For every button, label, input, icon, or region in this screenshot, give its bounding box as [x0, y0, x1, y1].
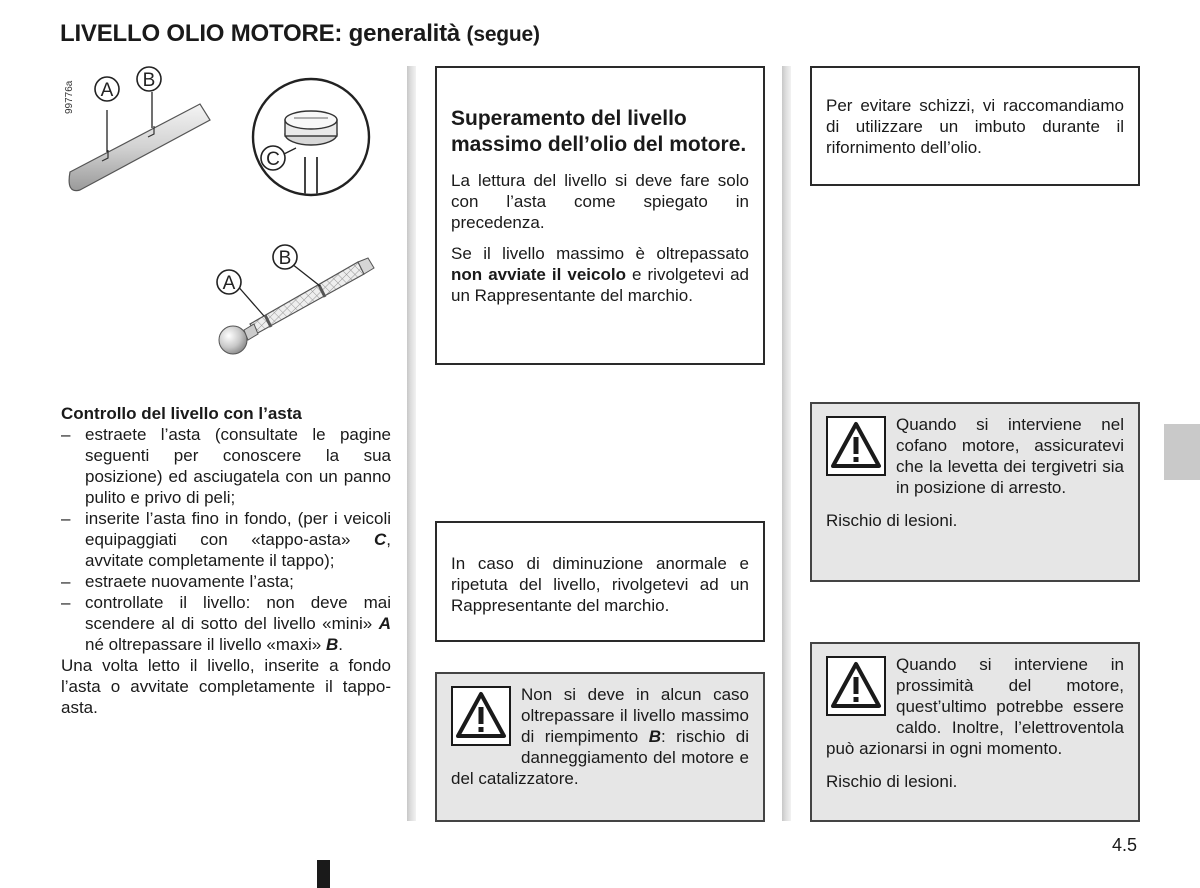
decrease-text: In caso di diminuzione anormale e ripetuta del livello, rivolgetevi ad un Rappresentante del marchio. — [451, 554, 749, 615]
step-text: inserite l’asta fino in fondo, (per i veicoli equipaggiati con «tappo-asta» — [85, 509, 391, 549]
warning-text-part: Non si deve in alcun caso oltrepassare il livello massimo di riempimento — [521, 685, 749, 746]
overfill-title: Superamento del livello massimo dell’olio del motore. — [451, 107, 747, 156]
funnel-advice-box — [810, 66, 1140, 186]
risk-text: Rischio di lesioni. — [826, 511, 958, 530]
ref-letter: C — [373, 530, 387, 549]
step-text: , avvitate completamente il tappo); — [85, 530, 391, 570]
overfill-box — [435, 66, 765, 365]
section-tab-marker — [1164, 424, 1200, 480]
figure-reference-code: 99776a — [64, 80, 75, 114]
warning-text-part: : rischio di danneggiamento del motore e del catalizzatore. — [451, 727, 749, 788]
label-a-bottom: A — [222, 273, 236, 294]
warning-text: Quando si interviene in prossimità del motore, quest’ultimo potrebbe essere caldo. Inoltre, l’elettroventola può azionarsi in ogni momento. — [826, 655, 1124, 758]
step-item — [61, 424, 391, 508]
step-text: estraete l’asta (consultate le pagine seguenti per conoscere la sua posizione) ed asciugatela con un panno pulito e privo di peli; — [85, 425, 391, 507]
warning-box-max-level — [435, 672, 765, 822]
warning-triangle-icon — [826, 656, 886, 716]
overfill-paragraph — [451, 243, 749, 306]
page-title — [60, 20, 540, 48]
label-b-top: B — [142, 70, 156, 91]
ref-letter: B — [648, 727, 661, 746]
check-steps-list — [61, 424, 391, 655]
step-item — [61, 508, 391, 571]
closing-paragraph: Una volta letto il livello, inserite a fondo l’asta o avvitate completamente il tappo-asta. — [61, 656, 391, 717]
page-number: 4.5 — [1112, 835, 1138, 855]
ref-letter: B — [325, 635, 339, 654]
dipstick-blade — [69, 67, 210, 191]
warning-triangle-icon — [451, 686, 511, 746]
risk-text: Rischio di lesioni. — [826, 772, 958, 791]
warning-box-hot-engine — [810, 642, 1140, 822]
dipstick-tube — [217, 245, 374, 354]
column-divider — [782, 66, 791, 821]
step-text: . — [338, 635, 343, 654]
overfill-paragraph: La lettura del livello si deve fare solo con l’asta come spiegato in precedenza. — [451, 171, 749, 232]
dipstick-illustration — [58, 62, 398, 392]
warning-text: Quando si interviene nel cofano motore, assicuratevi che la levetta dei tergivetri sia in posizione di arresto. — [896, 415, 1124, 497]
page-title-sub: (segue) — [466, 23, 540, 46]
dipstick-cap-detail — [253, 79, 369, 195]
print-crop-mark — [317, 860, 330, 888]
overfill-text: e rivolgetevi ad un Rappresentante del marchio. — [451, 265, 749, 305]
page-title-main: LIVELLO OLIO MOTORE: generalità — [60, 20, 461, 47]
decrease-box — [435, 521, 765, 642]
step-text: né oltrepassare il livello «maxi» — [85, 635, 326, 654]
label-a-top: A — [100, 80, 114, 101]
step-text: controllate il livello: non deve mai scendere al di sotto del livello «mini» — [85, 593, 391, 633]
label-c: C — [266, 149, 280, 170]
step-item — [61, 592, 391, 655]
dipstick-check-section — [61, 403, 391, 718]
step-text: estraete nuovamente l’asta; — [85, 572, 294, 591]
column-divider — [407, 66, 416, 821]
funnel-text: Per evitare schizzi, vi raccomandiamo di utilizzare un imbuto durante il rifornimento dell’olio. — [826, 96, 1124, 157]
warning-triangle-icon — [826, 416, 886, 476]
overfill-emphasis: non avviate il veicolo — [451, 265, 626, 284]
ref-letter: A — [378, 614, 391, 633]
overfill-text: Se il livello massimo è oltrepassato — [451, 244, 749, 263]
label-b-bottom: B — [278, 248, 292, 269]
warning-box-bonnet — [810, 402, 1140, 582]
step-item — [61, 571, 391, 592]
section-heading: Controllo del livello con l’asta — [61, 404, 302, 423]
